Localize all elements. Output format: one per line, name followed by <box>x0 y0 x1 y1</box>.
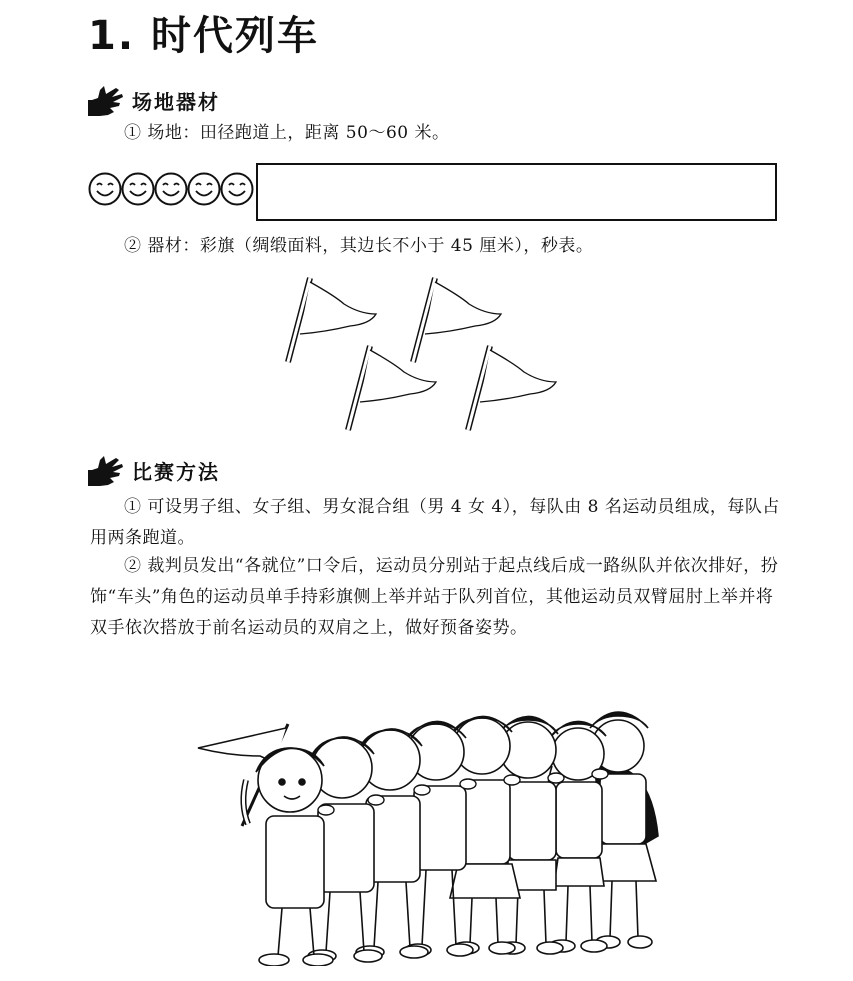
smiley-icon <box>187 172 221 206</box>
method-paragraph-2: ② 裁判员发出“各就位”口令后，运动员分别站于起点线后成一路纵队并依次排好，扮饰“车头”角色的运动员单手持彩旗侧上举并站于队列首位，其他运动员双臂屈肘上举并将双手依次搭放于前名运动员的双肩之上，做好预备姿势。 <box>90 556 779 638</box>
smiley-icon <box>88 172 122 206</box>
track-lane-diagram <box>256 163 777 221</box>
method-paragraph-1: ① 可设男子组、女子组、男女混合组（男 4 女 4），每队由 8 名运动员组成，每队占用两条跑道。 <box>90 497 780 548</box>
section-heading-method <box>86 452 220 488</box>
section-title: 比赛方法 <box>132 459 220 484</box>
flag-icon <box>348 346 436 430</box>
flag-icon <box>288 278 376 362</box>
train-game-illustration <box>190 676 670 966</box>
venue-paragraph: ① 场地：田径跑道上，距离 50～60 米。 <box>124 123 450 143</box>
smiley-icon <box>154 172 188 206</box>
page-title: 1. 时代列车 <box>88 13 319 59</box>
equipment-paragraph: ② 器材：彩旗（绸缎面料，其边长不小于 45 厘米），秒表。 <box>124 236 594 256</box>
flag-icon <box>468 346 556 430</box>
section-title: 场地器材 <box>132 89 220 114</box>
smiley-icon <box>220 172 254 206</box>
smiley-icon <box>121 172 155 206</box>
pointing-hand-icon <box>86 82 126 118</box>
flags-illustration <box>280 274 580 444</box>
pointing-hand-icon <box>86 452 126 488</box>
section-heading-equipment <box>86 82 220 118</box>
